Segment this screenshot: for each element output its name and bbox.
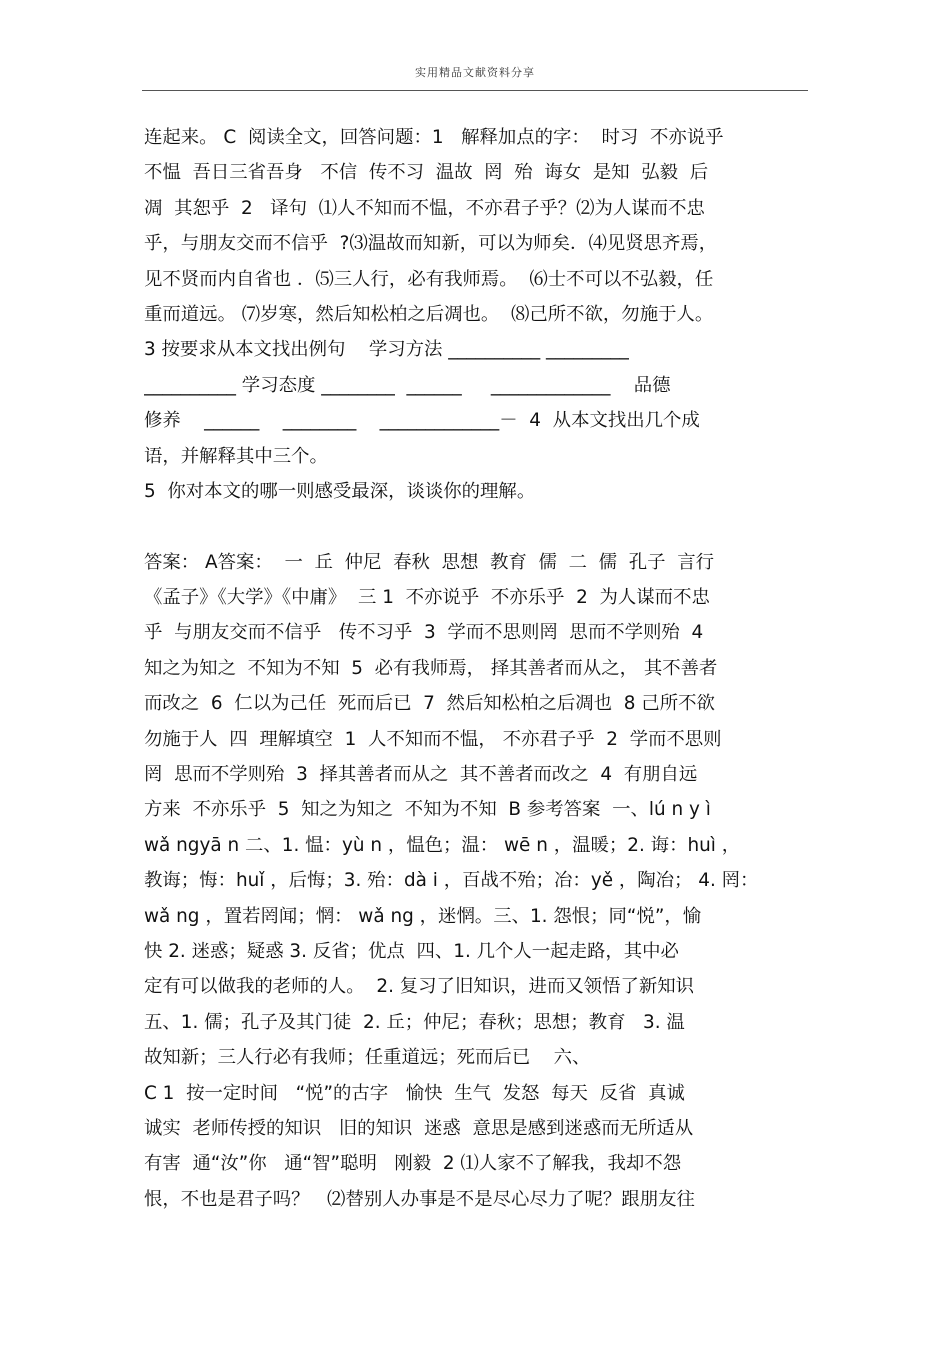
text-line: 重而道远。 ⑺岁寒，然后知松柏之后凋也。 ⑻己所不欲，勿施于人。 bbox=[144, 303, 714, 325]
page-header: 实用精品文献资料分享 bbox=[415, 66, 535, 79]
text-line: 语，并解释其中三个。 bbox=[144, 445, 328, 467]
text-line: 知之为知之 不知为不知 5 必有我师焉， 择其善者而从之， 其不善者 bbox=[144, 657, 718, 679]
text-line: 而改之 6 仁以为己任 死而后已 7 然后知松柏之后凋也 8 己所不欲 bbox=[144, 693, 715, 715]
text-line: 不愠 吾日三省吾身 不信 传不习 温故 罔 殆 诲女 是知 弘毅 后 bbox=[144, 162, 709, 184]
text-line: 《孟子》《大学》《中庸》 三 1 不亦说乎 不亦乐乎 2 为人谋而不忠 bbox=[144, 587, 710, 609]
text-line: 罔 思而不学则殆 3 择其善者而从之 其不善者而改之 4 有朋自远 bbox=[144, 764, 698, 786]
answer-paragraph bbox=[144, 545, 806, 1217]
text-line: 恨，不也是君子吗？ ⑵替别人办事是不是尽心尽力了呢？跟朋友往 bbox=[144, 1188, 695, 1210]
text-line: 见不贤而内自省也 ．⑸三人行，必有我师焉。 ⑹士不可以不弘毅，任 bbox=[144, 268, 714, 290]
text-line: 故知新；三人行必有我师；任重道远；死而后已 六、 bbox=[144, 1047, 591, 1069]
text-line: __________ 学习态度 ________ ______ _____________ 品德 bbox=[144, 374, 671, 396]
text-line: 乎，与朋友交而不信乎 ?⑶温故而知新，可以为师矣．⑷见贤思齐焉， bbox=[144, 233, 718, 255]
text-line: 凋 其恕乎 2 译句 ⑴人不知而不愠，不亦君子乎？⑵为人谋而不忠 bbox=[144, 197, 705, 219]
text-line: 乎 与朋友交而不信乎 传不习乎 3 学而不思则罔 思而不学则殆 4 bbox=[144, 622, 704, 644]
document-body bbox=[144, 120, 806, 1217]
header-divider bbox=[142, 90, 808, 91]
text-line: 五、1. 儒；孔子及其门徒 2. 丘；仲尼；春秋；思想；教育 3. 温 bbox=[144, 1011, 685, 1033]
paragraph-gap bbox=[144, 509, 806, 544]
text-line: 快 2. 迷惑；疑惑 3. 反省；优点 四、1. 几个人一起走路，其中必 bbox=[144, 940, 679, 962]
text-line: C 1 按一定时间 “悦”的古字 愉快 生气 发怒 每天 反省 真诚 bbox=[144, 1082, 685, 1104]
text-line: 连起来。 C 阅读全文，回答问题：1 解释加点的字： 时习 不亦说乎 bbox=[144, 127, 724, 148]
text-line: 教诲；悔：huǐ ，后悔；3. 殆：dà i ，百战不殆；冶：yě ，陶冶； 4. 罔： bbox=[144, 870, 759, 892]
text-line: 诚实 老师传授的知识 旧的知识 迷惑 意思是感到迷惑而无所适从 bbox=[144, 1117, 694, 1139]
text-line: wǎ ng ，置若罔闻；惘： wǎ ng ，迷惘。三、1. 怨恨；同“悦”，愉 bbox=[144, 905, 702, 927]
text-line: wǎ ngyā n 二、1. 愠：yù n ，愠色；温： wē n ，温暖；2. 诲：huì ， bbox=[144, 834, 741, 856]
question-paragraph bbox=[144, 120, 806, 509]
text-line: 有害 通“汝”你 通“智”聪明 刚毅 2 ⑴人家不了解我，我却不怨 bbox=[144, 1153, 682, 1175]
text-line: 答案： A答案： 一 丘 仲尼 春秋 思想 教育 儒 二 儒 孔子 言行 bbox=[144, 551, 715, 573]
text-line: 方来 不亦乐乎 5 知之为知之 不知为不知 B 参考答案 一、lú n y ì bbox=[144, 799, 711, 821]
text-line: 定有可以做我的老师的人。 2. 复习了旧知识，进而又领悟了新知识 bbox=[144, 976, 695, 998]
text-line: 修养 ______ ________ _____________－ 4 从本文找出几个成 bbox=[144, 410, 700, 432]
text-line: 3 按要求从本文找出例句 学习方法 __________ _________ bbox=[144, 339, 629, 361]
text-line: 勿施于人 四 理解填空 1 人不知而不愠， 不亦君子乎 2 学而不思则 bbox=[144, 728, 722, 750]
text-line: 5 你对本文的哪一则感受最深，谈谈你的理解。 bbox=[144, 480, 536, 502]
